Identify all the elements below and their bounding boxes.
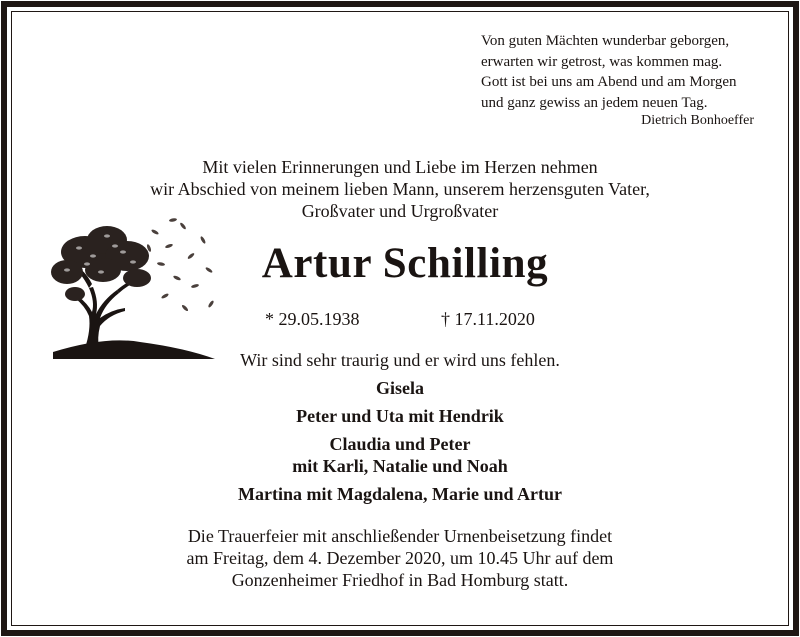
intro-line: wir Abschied von meinem lieben Mann, unserem herzensguten Vater,: [150, 179, 650, 199]
intro-line: Großvater und Urgroßvater: [301, 201, 499, 221]
birth-date: * 29.05.1938: [265, 309, 360, 329]
family-group: [0, 405, 800, 427]
mourning-line: Wir sind sehr traurig und er wird uns fehlen.: [240, 350, 560, 370]
family-list: [0, 377, 800, 511]
death-date: † 17.11.2020: [441, 309, 535, 329]
bonhoeffer-quote: [481, 31, 771, 113]
quote-line: Gott ist bei uns am Abend und am Morgen: [481, 74, 737, 90]
quote-author: Dietrich Bonhoeffer: [641, 113, 754, 128]
tree-icon: [45, 212, 225, 362]
quote-line: Von guten Mächten wunderbar geborgen,: [481, 33, 730, 49]
family-member: Peter und Uta mit Hendrik: [296, 406, 504, 426]
family-member: mit Karli, Natalie und Noah: [292, 456, 508, 476]
deceased-name: Artur Schilling: [261, 240, 549, 287]
family-group: [0, 377, 800, 399]
intro-line: Mit vielen Erinnerungen und Liebe im Herzen nehmen: [202, 157, 598, 177]
service-line: Die Trauerfeier mit anschließender Urnenbeisetzung findet: [187, 526, 613, 546]
family-member: Claudia und Peter: [329, 434, 471, 454]
family-group: [0, 483, 800, 505]
family-member: Martina mit Magdalena, Marie und Artur: [238, 484, 562, 504]
quote-line: und ganz gewiss an jedem neuen Tag.: [481, 94, 708, 111]
family-group: [0, 433, 800, 477]
family-member: Gisela: [376, 378, 424, 398]
quote-line: erwarten wir getrost, was kommen mag.: [481, 53, 723, 70]
service-line: Gonzenheimer Friedhof in Bad Homburg statt.: [231, 570, 569, 590]
service-line: am Freitag, dem 4. Dezember 2020, um 10.45 Uhr auf dem: [186, 548, 614, 568]
funeral-service-info: [0, 525, 800, 591]
